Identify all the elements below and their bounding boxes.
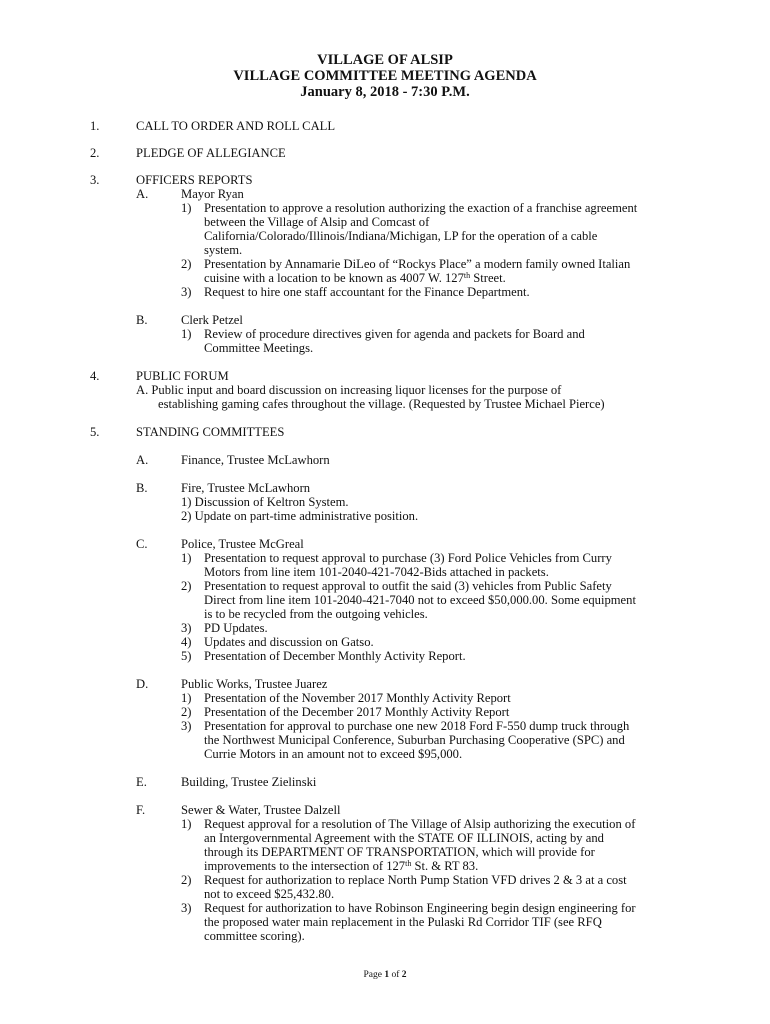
item-number: 1) (181, 817, 192, 831)
agenda-header (0, 52, 770, 100)
item-text: Request for authorization to replace North Pump Station VFD drives 2 & 3 at a cost (204, 873, 627, 887)
item-text: 1) Discussion of Keltron System. (181, 495, 349, 509)
item-text: Presentation to request approval to purchase (3) Ford Police Vehicles from Curry (204, 551, 612, 565)
subsection-letter: F. (136, 803, 146, 817)
item-text: Committee Meetings. (204, 341, 314, 355)
page-total: 2 (401, 970, 407, 980)
item-text: committee scoring). (204, 929, 305, 943)
subsection-letter: E. (136, 775, 147, 789)
item-text: Presentation to request approval to outfit the said (3) vehicles from Public Safety (204, 579, 612, 593)
meeting-title: VILLAGE COMMITTEE MEETING AGENDA (233, 68, 537, 84)
subsection-letter: A. (136, 453, 149, 467)
item-number: 3) (181, 285, 192, 299)
of-label: of (391, 970, 400, 980)
page-number: 1 (384, 970, 390, 980)
page-footer (0, 970, 770, 980)
item-number: 5) (181, 649, 192, 663)
item-text: 2) Update on part-time administrative position. (181, 509, 419, 523)
item-number: 2) (181, 257, 192, 271)
section-number: 2. (90, 146, 100, 160)
item-text: through its DEPARTMENT OF TRANSPORTATION, which will provide for (204, 845, 595, 859)
subsection-letter: A. (136, 187, 149, 201)
item-text: California/Colorado/Illinois/Indiana/Michigan, LP for the operation of a cable (204, 229, 598, 243)
item-text: the proposed water main replacement in the Pulaski Rd Corridor TIF (see RFQ (204, 915, 602, 929)
section-title: PUBLIC FORUM (136, 369, 229, 383)
item-text: Presentation by Annamarie DiLeo of “Rockys Place” a modern family owned Italian (204, 257, 631, 271)
subsection-title: Building, Trustee Zielinski (181, 775, 317, 789)
subsection-title: Police, Trustee McGreal (181, 537, 304, 551)
subsection-title: Clerk Petzel (181, 313, 243, 327)
item-text: the Northwest Municipal Conference, Suburban Purchasing Cooperative (SPC) and (204, 733, 625, 747)
item-text: improvements to the intersection of 127th St. & RT 83. (204, 859, 479, 873)
section-title: CALL TO ORDER AND ROLL CALL (136, 119, 336, 133)
item-text: establishing gaming cafes throughout the village. (Requested by Trustee Michael Pierce) (158, 397, 605, 411)
subsection-title: Sewer & Water, Trustee Dalzell (181, 803, 341, 817)
item-text: Presentation of the December 2017 Monthly Activity Report (204, 705, 510, 719)
section-title: OFFICERS REPORTS (136, 173, 253, 187)
item-number: 3) (181, 901, 192, 915)
subsection-letter: B. (136, 313, 148, 327)
item-text: PD Updates. (204, 621, 268, 635)
item-text: Review of procedure directives given for agenda and packets for Board and (204, 327, 585, 341)
item-number: 1) (181, 551, 192, 565)
subsection-letter: B. (136, 481, 148, 495)
meeting-date: January 8, 2018 - 7:30 P.M. (300, 84, 470, 100)
item-text: between the Village of Alsip and Comcast of (204, 215, 430, 229)
section-title: STANDING COMMITTEES (136, 425, 285, 439)
item-text: Presentation of the November 2017 Monthly Activity Report (204, 691, 511, 705)
subsection-letter: C. (136, 537, 148, 551)
section-number: 3. (90, 173, 100, 187)
item-text: is to be recycled from the outgoing vehicles. (204, 607, 428, 621)
item-number: 1) (181, 691, 192, 705)
section-number: 4. (90, 369, 100, 383)
item-number: 4) (181, 635, 192, 649)
subsection-title: Fire, Trustee McLawhorn (181, 481, 311, 495)
item-text: Presentation of December Monthly Activity Report. (204, 649, 466, 663)
item-text: Presentation to approve a resolution authorizing the exaction of a franchise agreement (204, 201, 638, 215)
subsection-title: Mayor Ryan (181, 187, 244, 201)
section-number: 5. (90, 425, 100, 439)
item-text: cuisine with a location to be known as 4007 W. 127th Street. (204, 271, 506, 285)
subsection-title: Public Works, Trustee Juarez (181, 677, 328, 691)
item-number: 1) (181, 201, 192, 215)
item-text: A. Public input and board discussion on increasing liquor licenses for the purpose of (136, 383, 562, 397)
item-text: Motors from line item 101-2040-421-7042-Bids attached in packets. (204, 565, 549, 579)
item-number: 3) (181, 719, 192, 733)
item-number: 3) (181, 621, 192, 635)
item-text: Request to hire one staff accountant for the Finance Department. (204, 285, 530, 299)
subsection-title: Finance, Trustee McLawhorn (181, 453, 330, 467)
item-text: not to exceed $25,432.80. (204, 887, 335, 901)
item-number: 2) (181, 579, 192, 593)
item-text: Request approval for a resolution of The Village of Alsip authorizing the execution of (204, 817, 636, 831)
item-text: Updates and discussion on Gatso. (204, 635, 374, 649)
item-number: 2) (181, 873, 192, 887)
item-text: Presentation for approval to purchase one new 2018 Ford F-550 dump truck through (204, 719, 630, 733)
subsection-letter: D. (136, 677, 149, 691)
section-title: PLEDGE OF ALLEGIANCE (136, 146, 286, 160)
section-number: 1. (90, 119, 100, 133)
item-text: system. (204, 243, 243, 257)
page-label: Page (363, 970, 382, 980)
item-text: Request for authorization to have Robinson Engineering begin design engineering for (204, 901, 636, 915)
village-title: VILLAGE OF ALSIP (317, 52, 453, 68)
item-text: Currie Motors in an amount not to exceed $95,000. (204, 747, 463, 761)
item-number: 2) (181, 705, 192, 719)
item-text: an Intergovernmental Agreement with the STATE OF ILLINOIS, acting by and (204, 831, 604, 845)
item-text: Direct from line item 101-2040-421-7040 not to exceed $50,000.00. Some equipment (204, 593, 636, 607)
item-number: 1) (181, 327, 192, 341)
